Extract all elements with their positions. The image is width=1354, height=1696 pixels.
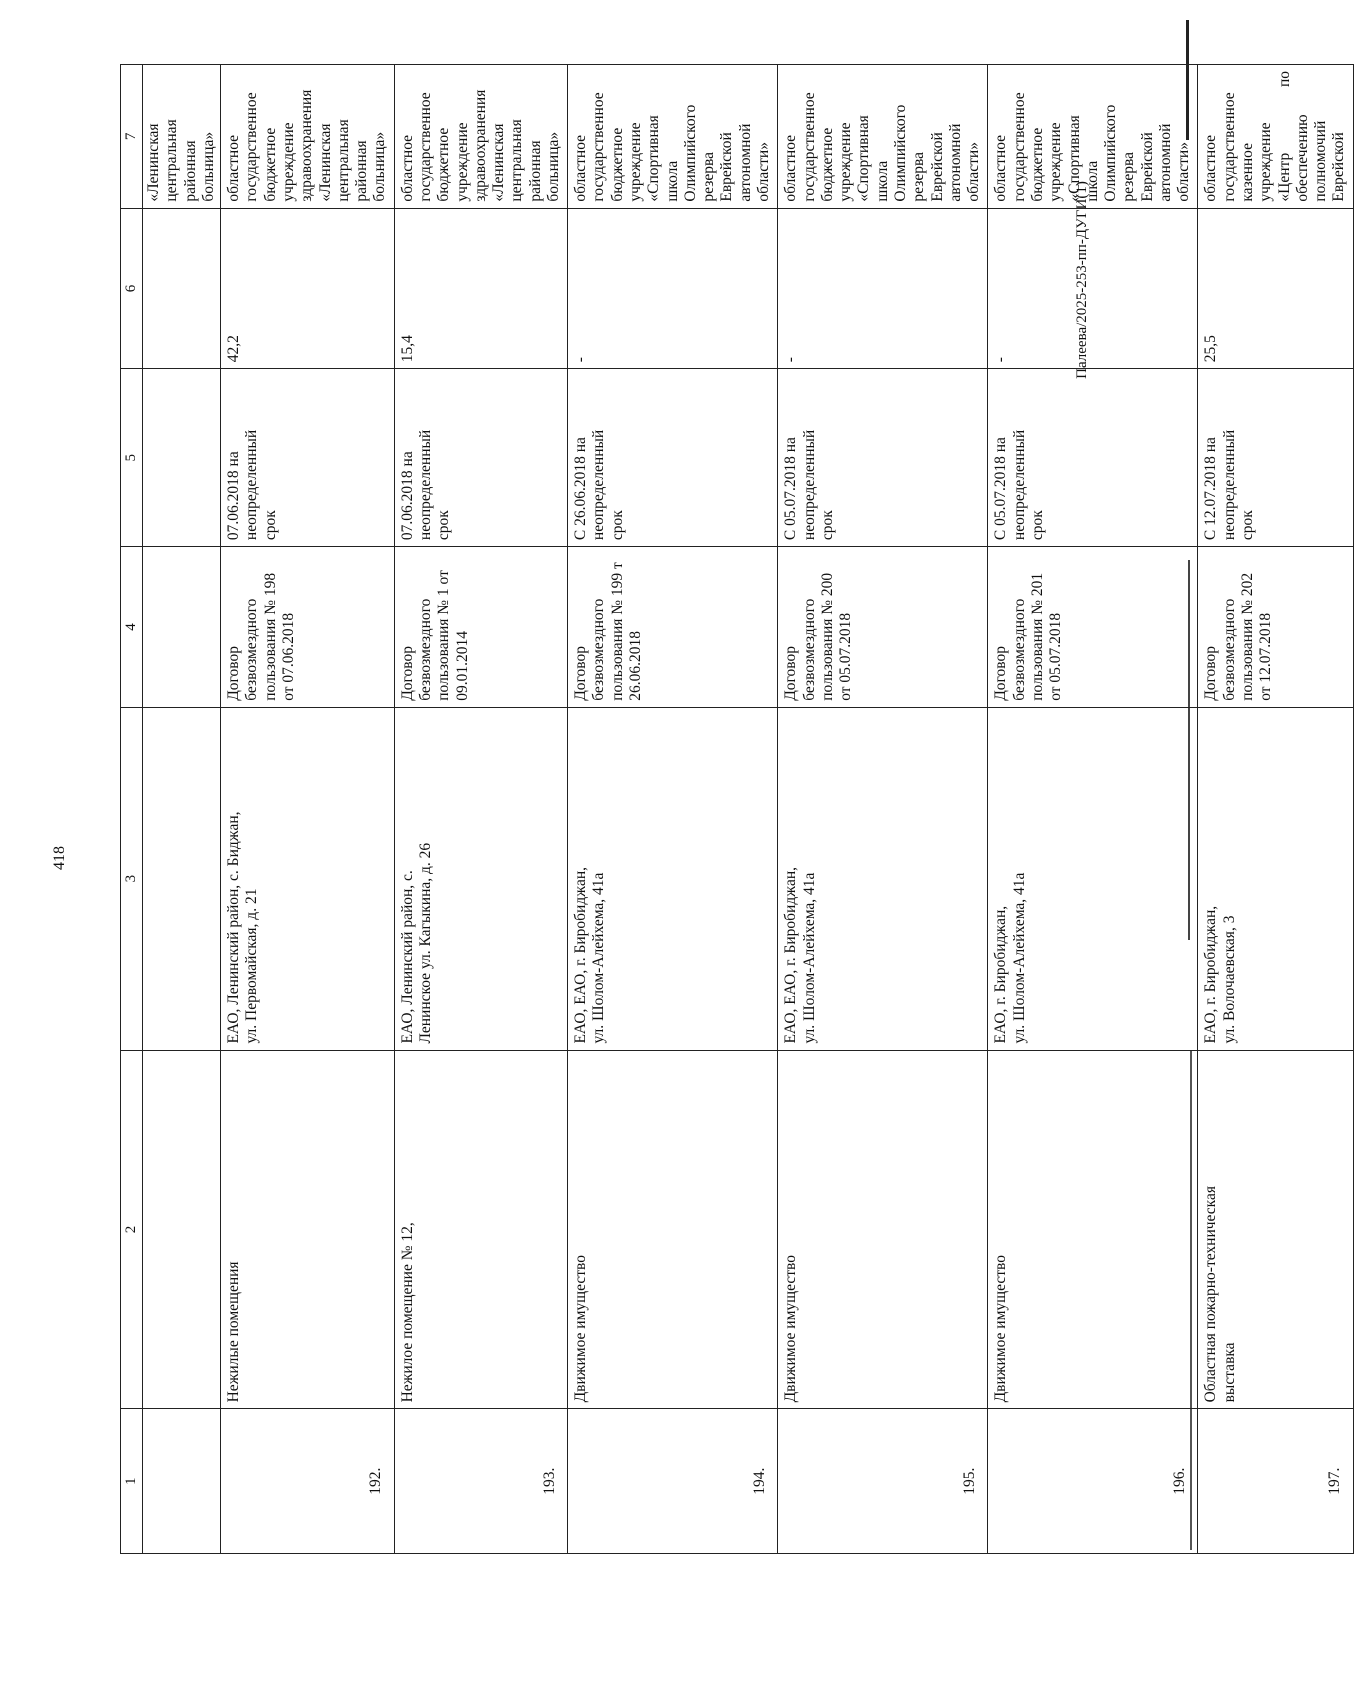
holder-cell: областное государственное бюджетное учреждение здравоохранения «Ленинская центральная районная больница»	[394, 65, 568, 209]
table-row	[568, 65, 778, 1554]
address-cell: ЕАО, ЕАО, г. Биробиджан, ул. Шолом-Алейхема, 41а	[778, 707, 988, 1050]
area-cell: -	[988, 208, 1198, 369]
table-row	[988, 65, 1198, 1554]
address-cell: ЕАО, г. Биробиджан, ул. Шолом-Алейхема, 41а	[988, 707, 1198, 1050]
term-cell: 07.06.2018 на неопределенный срок	[394, 369, 568, 547]
address-cell: ЕАО, Ленинский район, с. Биджан, ул. Первомайская, д. 21	[221, 707, 395, 1050]
document-cell: Договор безвозмездного пользования № 199 т 26.06.2018	[568, 547, 778, 708]
row-number-cell: 194.	[568, 1409, 778, 1554]
table-row	[1198, 65, 1353, 1554]
column-header-2: 2	[121, 1050, 143, 1409]
holder-cell: областное государственное бюджетное учреждение «Спортивная школа Олимпийского резерва Еврейской автономной области»	[778, 65, 988, 209]
holder-cell: областное государственное бюджетное учреждение «Спортивная школа Олимпийского резерва Еврейской автономной области»	[568, 65, 778, 209]
column-header-4: 4	[121, 547, 143, 708]
table-row	[221, 65, 395, 1554]
column-header-3: 3	[121, 707, 143, 1050]
object-name-cell: Областная пожарно-техническая выставка	[1198, 1050, 1353, 1409]
address-cell: ЕАО, г. Биробиджан, ул. Волочаевская, 3	[1198, 707, 1353, 1050]
document-cell: Договор безвозмездного пользования № 200 от 05.07.2018	[778, 547, 988, 708]
column-header-1: 1	[121, 1409, 143, 1554]
table-row	[778, 65, 988, 1554]
footer-text: Палеева/2025-253-пп-ДУГИ(1)	[1073, 181, 1090, 379]
holder-cell: областное государственное бюджетное учреждение «Спортивная школа Олимпийского резерва Еврейской автономной области»	[988, 65, 1198, 209]
column-header-5: 5	[121, 369, 143, 547]
area-cell: 25,5	[1198, 208, 1353, 369]
column-header-6: 6	[121, 208, 143, 369]
row-number-cell: 192.	[221, 1409, 395, 1554]
column-number-row	[121, 65, 143, 1554]
document-cell: Договор безвозмездного пользования № 202 от 12.07.2018	[1198, 547, 1353, 708]
area-cell: 15,4	[394, 208, 568, 369]
address-cell: ЕАО, ЕАО, г. Биробиджан, ул. Шолом-Алейхема, 41а	[568, 707, 778, 1050]
row-number-cell: 197.	[1198, 1409, 1353, 1554]
object-name-cell: Нежилое помещение № 12,	[394, 1050, 568, 1409]
term-cell: С 05.07.2018 на неопределенный срок	[988, 369, 1198, 547]
row-number-cell: 195.	[778, 1409, 988, 1554]
holder-cell: областное государственное казенное учреждение «Центр по обеспечению полномочий Еврейской	[1198, 65, 1353, 209]
term-cell: 07.06.2018 на неопределенный срок	[221, 369, 395, 547]
page-number: 418	[51, 846, 68, 870]
document-cell: Договор безвозмездного пользования № 1 от 09.01.2014	[394, 547, 568, 708]
document-cell: Договор безвозмездного пользования № 201 от 05.07.2018	[988, 547, 1198, 708]
continuation-holder-cell: «Ленинская центральная районная больница»	[143, 65, 221, 209]
object-name-cell: Нежилые помещения	[221, 1050, 395, 1409]
area-cell: -	[778, 208, 988, 369]
rotated-table-wrapper	[120, 64, 1348, 1554]
table-row	[394, 65, 568, 1554]
term-cell: С 05.07.2018 на неопределенный срок	[778, 369, 988, 547]
address-cell: ЕАО, Ленинский район, с. Ленинское ул. Кагыкина, д. 26	[394, 707, 568, 1050]
row-number-cell: 196.	[988, 1409, 1198, 1554]
object-name-cell: Движимое имущество	[988, 1050, 1198, 1409]
continuation-row	[143, 65, 221, 1554]
property-table	[120, 64, 1354, 1554]
area-cell: -	[568, 208, 778, 369]
object-name-cell: Движимое имущество	[568, 1050, 778, 1409]
column-header-7: 7	[121, 65, 143, 209]
holder-cell: областное государственное бюджетное учреждение здравоохранения «Ленинская центральная районная больница»	[221, 65, 395, 209]
object-name-cell: Движимое имущество	[778, 1050, 988, 1409]
document-cell: Договор безвозмездного пользования № 198 от 07.06.2018	[221, 547, 395, 708]
area-cell: 42,2	[221, 208, 395, 369]
term-cell: С 26.06.2018 на неопределенный срок	[568, 369, 778, 547]
row-number-cell: 193.	[394, 1409, 568, 1554]
term-cell: С 12.07.2018 на неопределенный срок	[1198, 369, 1353, 547]
